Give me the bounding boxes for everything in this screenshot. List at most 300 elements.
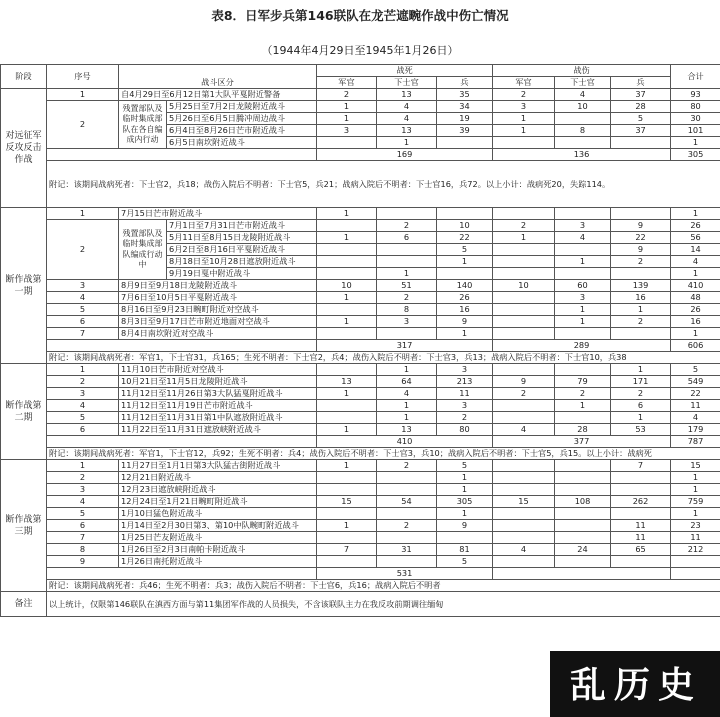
value-cell: 28 <box>555 424 611 436</box>
value-cell: 1 <box>317 460 377 472</box>
value-cell: 3 <box>437 364 493 376</box>
value-cell <box>493 484 555 496</box>
value-cell <box>493 316 555 328</box>
subtotal-wounded <box>493 568 671 580</box>
table-row <box>1 556 720 568</box>
value-cell: 179 <box>671 424 720 436</box>
value-cell: 14 <box>671 244 720 256</box>
value-cell: 1 <box>611 304 671 316</box>
battle-cell: 11月22日至11月31日遮放峡附近战斗 <box>119 424 317 436</box>
row-no: 2 <box>47 220 119 280</box>
value-cell: 5 <box>437 556 493 568</box>
value-cell: 13 <box>377 125 437 137</box>
value-cell: 15 <box>493 496 555 508</box>
value-cell: 1 <box>671 484 720 496</box>
value-cell <box>317 137 377 149</box>
remark-text: 以上统计，仅限第146联队在滇西方面与第11集团军作战的人员损失，不含该联队主力在我反攻前期调往缅甸 <box>47 592 720 617</box>
value-cell: 80 <box>437 424 493 436</box>
value-cell: 10 <box>317 280 377 292</box>
row-no: 1 <box>47 89 119 101</box>
row-no: 4 <box>47 400 119 412</box>
value-cell: 4 <box>555 232 611 244</box>
value-cell: 1 <box>671 268 720 280</box>
header-division: 战斗区分 <box>119 77 317 89</box>
header-row-1 <box>1 65 720 77</box>
value-cell: 1 <box>671 328 720 340</box>
note-row <box>1 580 720 592</box>
value-cell <box>377 244 437 256</box>
value-cell: 26 <box>671 220 720 232</box>
value-cell: 108 <box>555 496 611 508</box>
stage-label: 断作战第一期 <box>1 208 47 364</box>
value-cell: 1 <box>377 412 437 424</box>
value-cell: 60 <box>555 280 611 292</box>
value-cell <box>555 472 611 484</box>
value-cell: 1 <box>317 101 377 113</box>
value-cell: 1 <box>377 400 437 412</box>
header-killed: 战死 <box>317 65 493 77</box>
table-row <box>1 101 720 113</box>
value-cell: 11 <box>611 520 671 532</box>
value-cell: 140 <box>437 280 493 292</box>
header-wounded-nco: 下士官 <box>555 77 611 89</box>
table-row <box>1 544 720 556</box>
value-cell: 3 <box>317 125 377 137</box>
value-cell <box>493 460 555 472</box>
value-cell <box>377 508 437 520</box>
value-cell <box>493 304 555 316</box>
value-cell <box>493 508 555 520</box>
value-cell <box>317 220 377 232</box>
value-cell: 4 <box>377 101 437 113</box>
value-cell <box>493 412 555 424</box>
value-cell: 37 <box>611 89 671 101</box>
value-cell <box>317 484 377 496</box>
header-killed-nco: 下士官 <box>377 77 437 89</box>
value-cell: 4 <box>555 89 611 101</box>
battle-cell: 8月4日南坎附近对空战斗 <box>119 328 317 340</box>
value-cell: 22 <box>611 232 671 244</box>
table-row <box>1 220 720 232</box>
header-blank <box>119 65 317 77</box>
value-cell: 2 <box>493 89 555 101</box>
row-no: 9 <box>47 556 119 568</box>
battle-cell: 12月21日附近战斗 <box>119 472 317 484</box>
header-wounded: 战伤 <box>493 65 671 77</box>
value-cell: 37 <box>611 125 671 137</box>
value-cell <box>555 244 611 256</box>
table-row <box>1 412 720 424</box>
value-cell: 1 <box>493 113 555 125</box>
value-cell: 1 <box>377 137 437 149</box>
value-cell <box>317 532 377 544</box>
value-cell: 212 <box>671 544 720 556</box>
value-cell: 26 <box>671 304 720 316</box>
value-cell <box>493 400 555 412</box>
value-cell: 1 <box>437 472 493 484</box>
battle-cell: 6月5日南坎附近战斗 <box>167 137 317 149</box>
value-cell <box>437 532 493 544</box>
value-cell <box>317 268 377 280</box>
value-cell <box>555 556 611 568</box>
value-cell <box>437 268 493 280</box>
row-no: 2 <box>47 101 119 149</box>
header-killed-officer: 军官 <box>317 77 377 89</box>
value-cell: 262 <box>611 496 671 508</box>
value-cell: 2 <box>377 220 437 232</box>
battle-cell: 8月16日至9月23日畹町附近对空战斗 <box>119 304 317 316</box>
value-cell: 1 <box>671 208 720 220</box>
stage-label: 断作战第三期 <box>1 460 47 592</box>
value-cell: 54 <box>377 496 437 508</box>
table-row <box>1 89 720 101</box>
table-title: 表8．日军步兵第146联队在龙芒遮畹作战中伤亡情况 <box>211 8 509 23</box>
row-no: 5 <box>47 508 119 520</box>
note-cell: 附记：该期间战病死者：下士官2，兵18；战伤入院后不明者：下士官5，兵21；战病入院后不明者：下士官16，兵72。以上小计：战病死20，失踪114。 <box>47 161 720 208</box>
value-cell: 3 <box>493 101 555 113</box>
value-cell <box>317 304 377 316</box>
row-no: 6 <box>47 316 119 328</box>
table-row <box>1 484 720 496</box>
value-cell <box>611 484 671 496</box>
battle-cell: 8月9日至9月18日龙陵附近战斗 <box>119 280 317 292</box>
value-cell: 1 <box>377 268 437 280</box>
value-cell: 11 <box>671 400 720 412</box>
value-cell: 1 <box>317 113 377 125</box>
row-no: 2 <box>47 376 119 388</box>
header-stage: 阶段 <box>1 65 47 89</box>
battle-cell: 7月15日芒市附近战斗 <box>119 208 317 220</box>
value-cell: 1 <box>317 424 377 436</box>
value-cell: 80 <box>671 101 720 113</box>
value-cell <box>493 328 555 340</box>
value-cell <box>555 137 611 149</box>
value-cell: 24 <box>555 544 611 556</box>
subtotal-blank <box>47 436 317 448</box>
value-cell: 213 <box>437 376 493 388</box>
header-no: 序号 <box>47 65 119 89</box>
value-cell: 1 <box>611 412 671 424</box>
value-cell <box>493 472 555 484</box>
value-cell: 2 <box>377 460 437 472</box>
row-no: 1 <box>47 364 119 376</box>
value-cell: 22 <box>671 388 720 400</box>
value-cell: 51 <box>377 280 437 292</box>
value-cell: 7 <box>611 460 671 472</box>
value-cell: 1 <box>437 508 493 520</box>
row-no: 1 <box>47 460 119 472</box>
row-no: 2 <box>47 472 119 484</box>
value-cell: 10 <box>437 220 493 232</box>
value-cell <box>377 556 437 568</box>
battle-cell: 5月25日至7月2日龙陵附近战斗 <box>167 101 317 113</box>
value-cell: 16 <box>437 304 493 316</box>
battle-cell: 12月23日遮放峡附近战斗 <box>119 484 317 496</box>
group-label: 残置部队及临时集成部队在各自编成内行动 <box>119 101 167 149</box>
value-cell: 48 <box>671 292 720 304</box>
value-cell: 1 <box>555 304 611 316</box>
row-no: 4 <box>47 496 119 508</box>
table-row <box>1 400 720 412</box>
value-cell: 2 <box>555 388 611 400</box>
value-cell: 171 <box>611 376 671 388</box>
casualty-table <box>0 64 720 617</box>
subtotal-wounded: 289 <box>493 340 671 352</box>
battle-cell: 1月10日猛色附近战斗 <box>119 508 317 520</box>
value-cell: 4 <box>377 113 437 125</box>
table-row <box>1 292 720 304</box>
value-cell: 2 <box>493 388 555 400</box>
battle-cell: 10月21日至11月5日龙陵附近战斗 <box>119 376 317 388</box>
battle-cell: 11月12日至11月26日第3大队猛戛附近战斗 <box>119 388 317 400</box>
value-cell: 139 <box>611 280 671 292</box>
value-cell: 7 <box>317 544 377 556</box>
value-cell <box>317 256 377 268</box>
value-cell: 53 <box>611 424 671 436</box>
row-no: 5 <box>47 412 119 424</box>
note-cell: 附记：该期间战病死者：军官1，下士官12，兵92；生死不明者：兵4；战伤入院后不明者：下士官3，兵10；战病入院后不明者：下士官5，兵15。以上小计：战病死 <box>47 448 720 460</box>
table-row <box>1 460 720 472</box>
header-wounded-officer: 军官 <box>493 77 555 89</box>
note-row <box>1 161 720 208</box>
header-killed-soldier: 兵 <box>437 77 493 89</box>
note-cell: 附记：该期间战病死者：军官1，下士官31，兵165；生死不明者：下士官2，兵4；战伤入院后不明者：下士官3，兵13；战病入院后不明者：下士官10，兵38 <box>47 352 720 364</box>
value-cell <box>493 208 555 220</box>
value-cell: 10 <box>493 280 555 292</box>
value-cell: 1 <box>317 316 377 328</box>
table-row <box>1 508 720 520</box>
subtotal-total: 606 <box>671 340 720 352</box>
value-cell: 22 <box>437 232 493 244</box>
value-cell <box>317 244 377 256</box>
value-cell: 9 <box>437 316 493 328</box>
value-cell <box>493 556 555 568</box>
table-row <box>1 424 720 436</box>
value-cell <box>555 208 611 220</box>
value-cell: 2 <box>611 256 671 268</box>
value-cell: 2 <box>611 316 671 328</box>
value-cell <box>377 208 437 220</box>
table-row <box>1 208 720 220</box>
value-cell <box>317 364 377 376</box>
value-cell: 1 <box>493 232 555 244</box>
value-cell: 4 <box>493 544 555 556</box>
subtotal-total: 787 <box>671 436 720 448</box>
table-row <box>1 304 720 316</box>
value-cell: 4 <box>671 256 720 268</box>
value-cell <box>555 364 611 376</box>
value-cell <box>317 556 377 568</box>
value-cell: 26 <box>437 292 493 304</box>
table-row <box>1 376 720 388</box>
value-cell <box>377 472 437 484</box>
value-cell: 93 <box>671 89 720 101</box>
value-cell: 4 <box>493 424 555 436</box>
value-cell: 5 <box>611 113 671 125</box>
value-cell: 31 <box>377 544 437 556</box>
value-cell <box>555 113 611 125</box>
table-row <box>1 328 720 340</box>
value-cell: 9 <box>437 520 493 532</box>
value-cell: 79 <box>555 376 611 388</box>
value-cell: 28 <box>611 101 671 113</box>
group-label: 残置部队及临时集成部队编成行动中 <box>119 220 167 280</box>
note-cell: 附记：该期间战病死者：兵46；生死不明者：兵3；战伤入院后不明者：下士官6，兵16；战病入院后不明者 <box>47 580 720 592</box>
table-row <box>1 388 720 400</box>
value-cell: 4 <box>377 388 437 400</box>
value-cell <box>493 520 555 532</box>
subtotal-total <box>671 568 720 580</box>
value-cell: 3 <box>437 400 493 412</box>
value-cell: 56 <box>671 232 720 244</box>
subtotal-killed: 317 <box>317 340 493 352</box>
value-cell: 13 <box>377 89 437 101</box>
subtotal-total: 305 <box>671 149 720 161</box>
row-no: 8 <box>47 544 119 556</box>
value-cell: 1 <box>671 508 720 520</box>
battle-cell: 1月26日南托附近战斗 <box>119 556 317 568</box>
value-cell: 34 <box>437 101 493 113</box>
value-cell: 35 <box>437 89 493 101</box>
value-cell: 6 <box>611 400 671 412</box>
row-no: 7 <box>47 532 119 544</box>
table-row <box>1 364 720 376</box>
value-cell: 1 <box>671 472 720 484</box>
value-cell <box>377 484 437 496</box>
value-cell <box>317 412 377 424</box>
value-cell: 1 <box>437 256 493 268</box>
value-cell <box>555 484 611 496</box>
subtotal-blank <box>47 340 317 352</box>
header-wounded-soldier: 兵 <box>611 77 671 89</box>
battle-cell: 8月18日至10月28日遮放附近战斗 <box>167 256 317 268</box>
value-cell: 2 <box>377 292 437 304</box>
table-row <box>1 316 720 328</box>
value-cell <box>611 328 671 340</box>
value-cell <box>437 137 493 149</box>
battle-cell: 1月25日芒友附近战斗 <box>119 532 317 544</box>
value-cell <box>671 556 720 568</box>
value-cell <box>611 208 671 220</box>
value-cell: 81 <box>437 544 493 556</box>
value-cell: 9 <box>611 220 671 232</box>
battle-cell: 11月12日至11月31日第1中队遮放附近战斗 <box>119 412 317 424</box>
value-cell: 2 <box>611 388 671 400</box>
value-cell: 30 <box>671 113 720 125</box>
value-cell: 16 <box>671 316 720 328</box>
value-cell: 4 <box>671 412 720 424</box>
value-cell <box>317 328 377 340</box>
battle-cell: 自4月29日至6月12日第1大队平戛附近警备 <box>119 89 317 101</box>
value-cell: 64 <box>377 376 437 388</box>
subtotal-killed: 169 <box>317 149 493 161</box>
value-cell: 1 <box>317 208 377 220</box>
value-cell: 1 <box>493 125 555 137</box>
row-no: 4 <box>47 292 119 304</box>
table-subtitle: （1944年4月29日至1945年1月26日） <box>261 44 459 57</box>
value-cell: 2 <box>317 89 377 101</box>
row-no: 3 <box>47 280 119 292</box>
value-cell: 65 <box>611 544 671 556</box>
subtotal-row <box>1 149 720 161</box>
note-row <box>1 352 720 364</box>
value-cell: 1 <box>317 292 377 304</box>
value-cell <box>555 412 611 424</box>
value-cell: 1 <box>437 484 493 496</box>
stage-label: 对远征军反攻反击作战 <box>1 89 47 208</box>
subtotal-blank <box>47 568 317 580</box>
row-no: 3 <box>47 484 119 496</box>
table-body <box>1 65 720 617</box>
battle-cell: 5月26日至6月5日腾冲周边战斗 <box>167 113 317 125</box>
row-no: 7 <box>47 328 119 340</box>
value-cell: 549 <box>671 376 720 388</box>
value-cell <box>493 256 555 268</box>
value-cell <box>611 137 671 149</box>
battle-cell: 9月19日戛中附近战斗 <box>167 268 317 280</box>
table-row <box>1 280 720 292</box>
value-cell: 8 <box>377 304 437 316</box>
watermark-logo: 乱历史 <box>569 664 702 706</box>
value-cell: 3 <box>555 292 611 304</box>
value-cell <box>493 268 555 280</box>
value-cell: 6 <box>377 232 437 244</box>
value-cell: 1 <box>555 256 611 268</box>
value-cell: 1 <box>317 520 377 532</box>
value-cell <box>437 208 493 220</box>
value-cell: 15 <box>671 460 720 472</box>
value-cell: 3 <box>377 316 437 328</box>
battle-cell: 11月12日至11月19日芒市附近战斗 <box>119 400 317 412</box>
value-cell: 8 <box>555 125 611 137</box>
value-cell: 13 <box>317 376 377 388</box>
value-cell <box>493 292 555 304</box>
battle-cell: 7月1日至7月31日芒市附近战斗 <box>167 220 317 232</box>
value-cell: 9 <box>493 376 555 388</box>
note-row <box>1 448 720 460</box>
subtotal-row <box>1 568 720 580</box>
value-cell: 11 <box>437 388 493 400</box>
battle-cell: 8月3日至9月17日芒市附近地面对空战斗 <box>119 316 317 328</box>
row-no: 3 <box>47 388 119 400</box>
value-cell: 13 <box>377 424 437 436</box>
table-row <box>1 520 720 532</box>
value-cell <box>555 460 611 472</box>
value-cell: 1 <box>377 364 437 376</box>
header-total: 合计 <box>671 65 720 89</box>
value-cell <box>555 328 611 340</box>
subtotal-wounded: 377 <box>493 436 671 448</box>
value-cell: 5 <box>437 460 493 472</box>
row-no: 6 <box>47 424 119 436</box>
value-cell: 2 <box>493 220 555 232</box>
battle-cell: 12月24日至1月21日畹町附近战斗 <box>119 496 317 508</box>
value-cell: 305 <box>437 496 493 508</box>
watermark-banner <box>550 651 720 717</box>
value-cell <box>555 508 611 520</box>
row-no: 6 <box>47 520 119 532</box>
value-cell: 5 <box>671 364 720 376</box>
value-cell <box>317 472 377 484</box>
value-cell <box>611 472 671 484</box>
remark-label: 备注 <box>1 592 47 617</box>
battle-cell: 6月2日至8月16日平戛附近战斗 <box>167 244 317 256</box>
value-cell: 2 <box>437 412 493 424</box>
battle-cell: 6月4日至8月26日芒市附近战斗 <box>167 125 317 137</box>
value-cell: 2 <box>377 520 437 532</box>
value-cell: 1 <box>671 137 720 149</box>
battle-cell: 1月14日至2月30日第3、第10中队畹町附近战斗 <box>119 520 317 532</box>
